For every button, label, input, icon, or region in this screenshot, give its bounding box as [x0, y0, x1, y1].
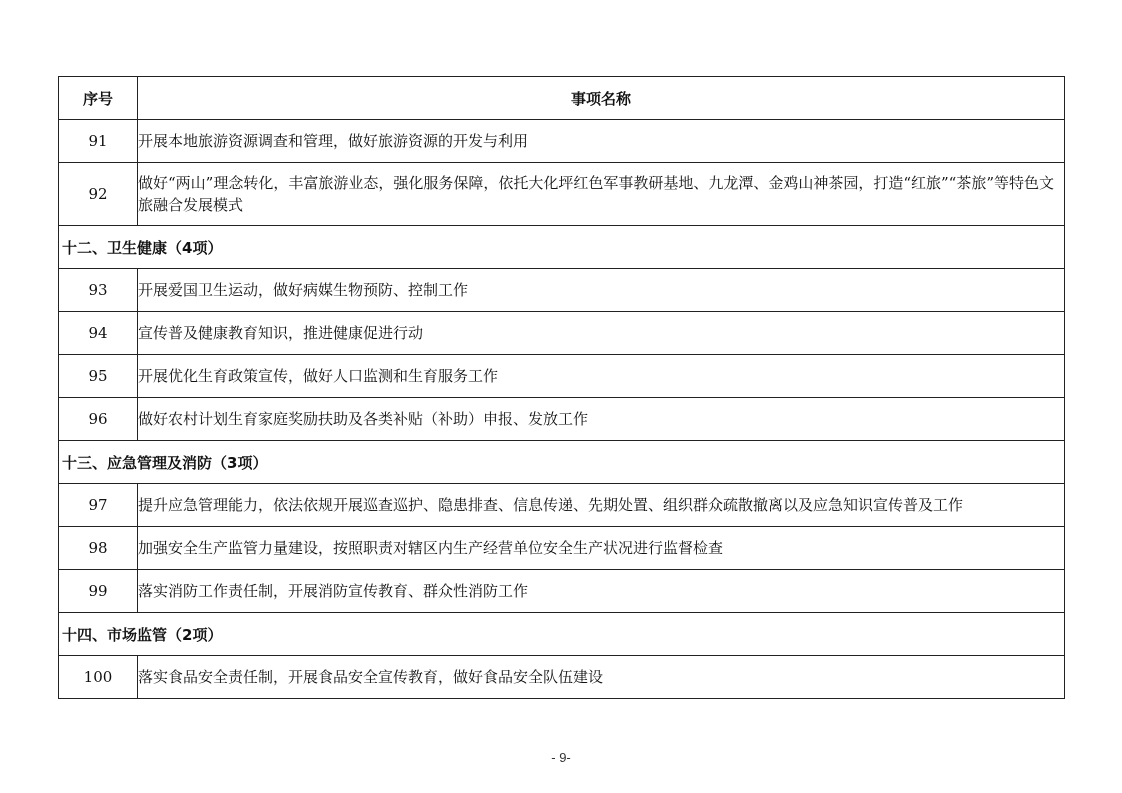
table-header-row [59, 77, 1065, 120]
row-text: 做好“两山”理念转化，丰富旅游业态，强化服务保障，依托大化坪红色军事教研基地、九龙潭、金鸡山神茶园，打造“红旅”“茶旅”等特色文旅融合发展模式 [138, 163, 1065, 226]
items-table [58, 76, 1065, 699]
table-row [59, 527, 1065, 570]
section-row [59, 613, 1065, 656]
row-text: 开展优化生育政策宣传，做好人口监测和生育服务工作 [138, 355, 1065, 398]
header-item-name: 事项名称 [138, 77, 1065, 120]
section-title: 十四、市场监管（2项） [59, 613, 1065, 656]
row-text: 加强安全生产监管力量建设，按照职责对辖区内生产经营单位安全生产状况进行监督检查 [138, 527, 1065, 570]
row-text: 开展本地旅游资源调查和管理，做好旅游资源的开发与利用 [138, 120, 1065, 163]
table-row [59, 312, 1065, 355]
table-row [59, 656, 1065, 699]
row-text: 落实食品安全责任制，开展食品安全宣传教育，做好食品安全队伍建设 [138, 656, 1065, 699]
row-number: 100 [59, 656, 138, 699]
header-serial: 序号 [59, 77, 138, 120]
row-number: 96 [59, 398, 138, 441]
table-row [59, 269, 1065, 312]
table-row [59, 398, 1065, 441]
table-row [59, 120, 1065, 163]
table-row [59, 484, 1065, 527]
row-number: 97 [59, 484, 138, 527]
row-text: 提升应急管理能力，依法依规开展巡查巡护、隐患排查、信息传递、先期处置、组织群众疏散撤离以及应急知识宣传普及工作 [138, 484, 1065, 527]
row-text: 落实消防工作责任制，开展消防宣传教育、群众性消防工作 [138, 570, 1065, 613]
section-title: 十二、卫生健康（4项） [59, 226, 1065, 269]
table-row [59, 355, 1065, 398]
row-text: 宣传普及健康教育知识，推进健康促进行动 [138, 312, 1065, 355]
row-number: 95 [59, 355, 138, 398]
section-row [59, 441, 1065, 484]
row-number: 92 [59, 163, 138, 226]
row-number: 93 [59, 269, 138, 312]
table-row [59, 163, 1065, 226]
row-text: 做好农村计划生育家庭奖励扶助及各类补贴（补助）申报、发放工作 [138, 398, 1065, 441]
page-number: - 9- [551, 750, 571, 765]
row-number: 98 [59, 527, 138, 570]
row-number: 91 [59, 120, 138, 163]
row-number: 94 [59, 312, 138, 355]
section-title: 十三、应急管理及消防（3项） [59, 441, 1065, 484]
table-row [59, 570, 1065, 613]
row-number: 99 [59, 570, 138, 613]
section-row [59, 226, 1065, 269]
row-text: 开展爱国卫生运动，做好病媒生物预防、控制工作 [138, 269, 1065, 312]
